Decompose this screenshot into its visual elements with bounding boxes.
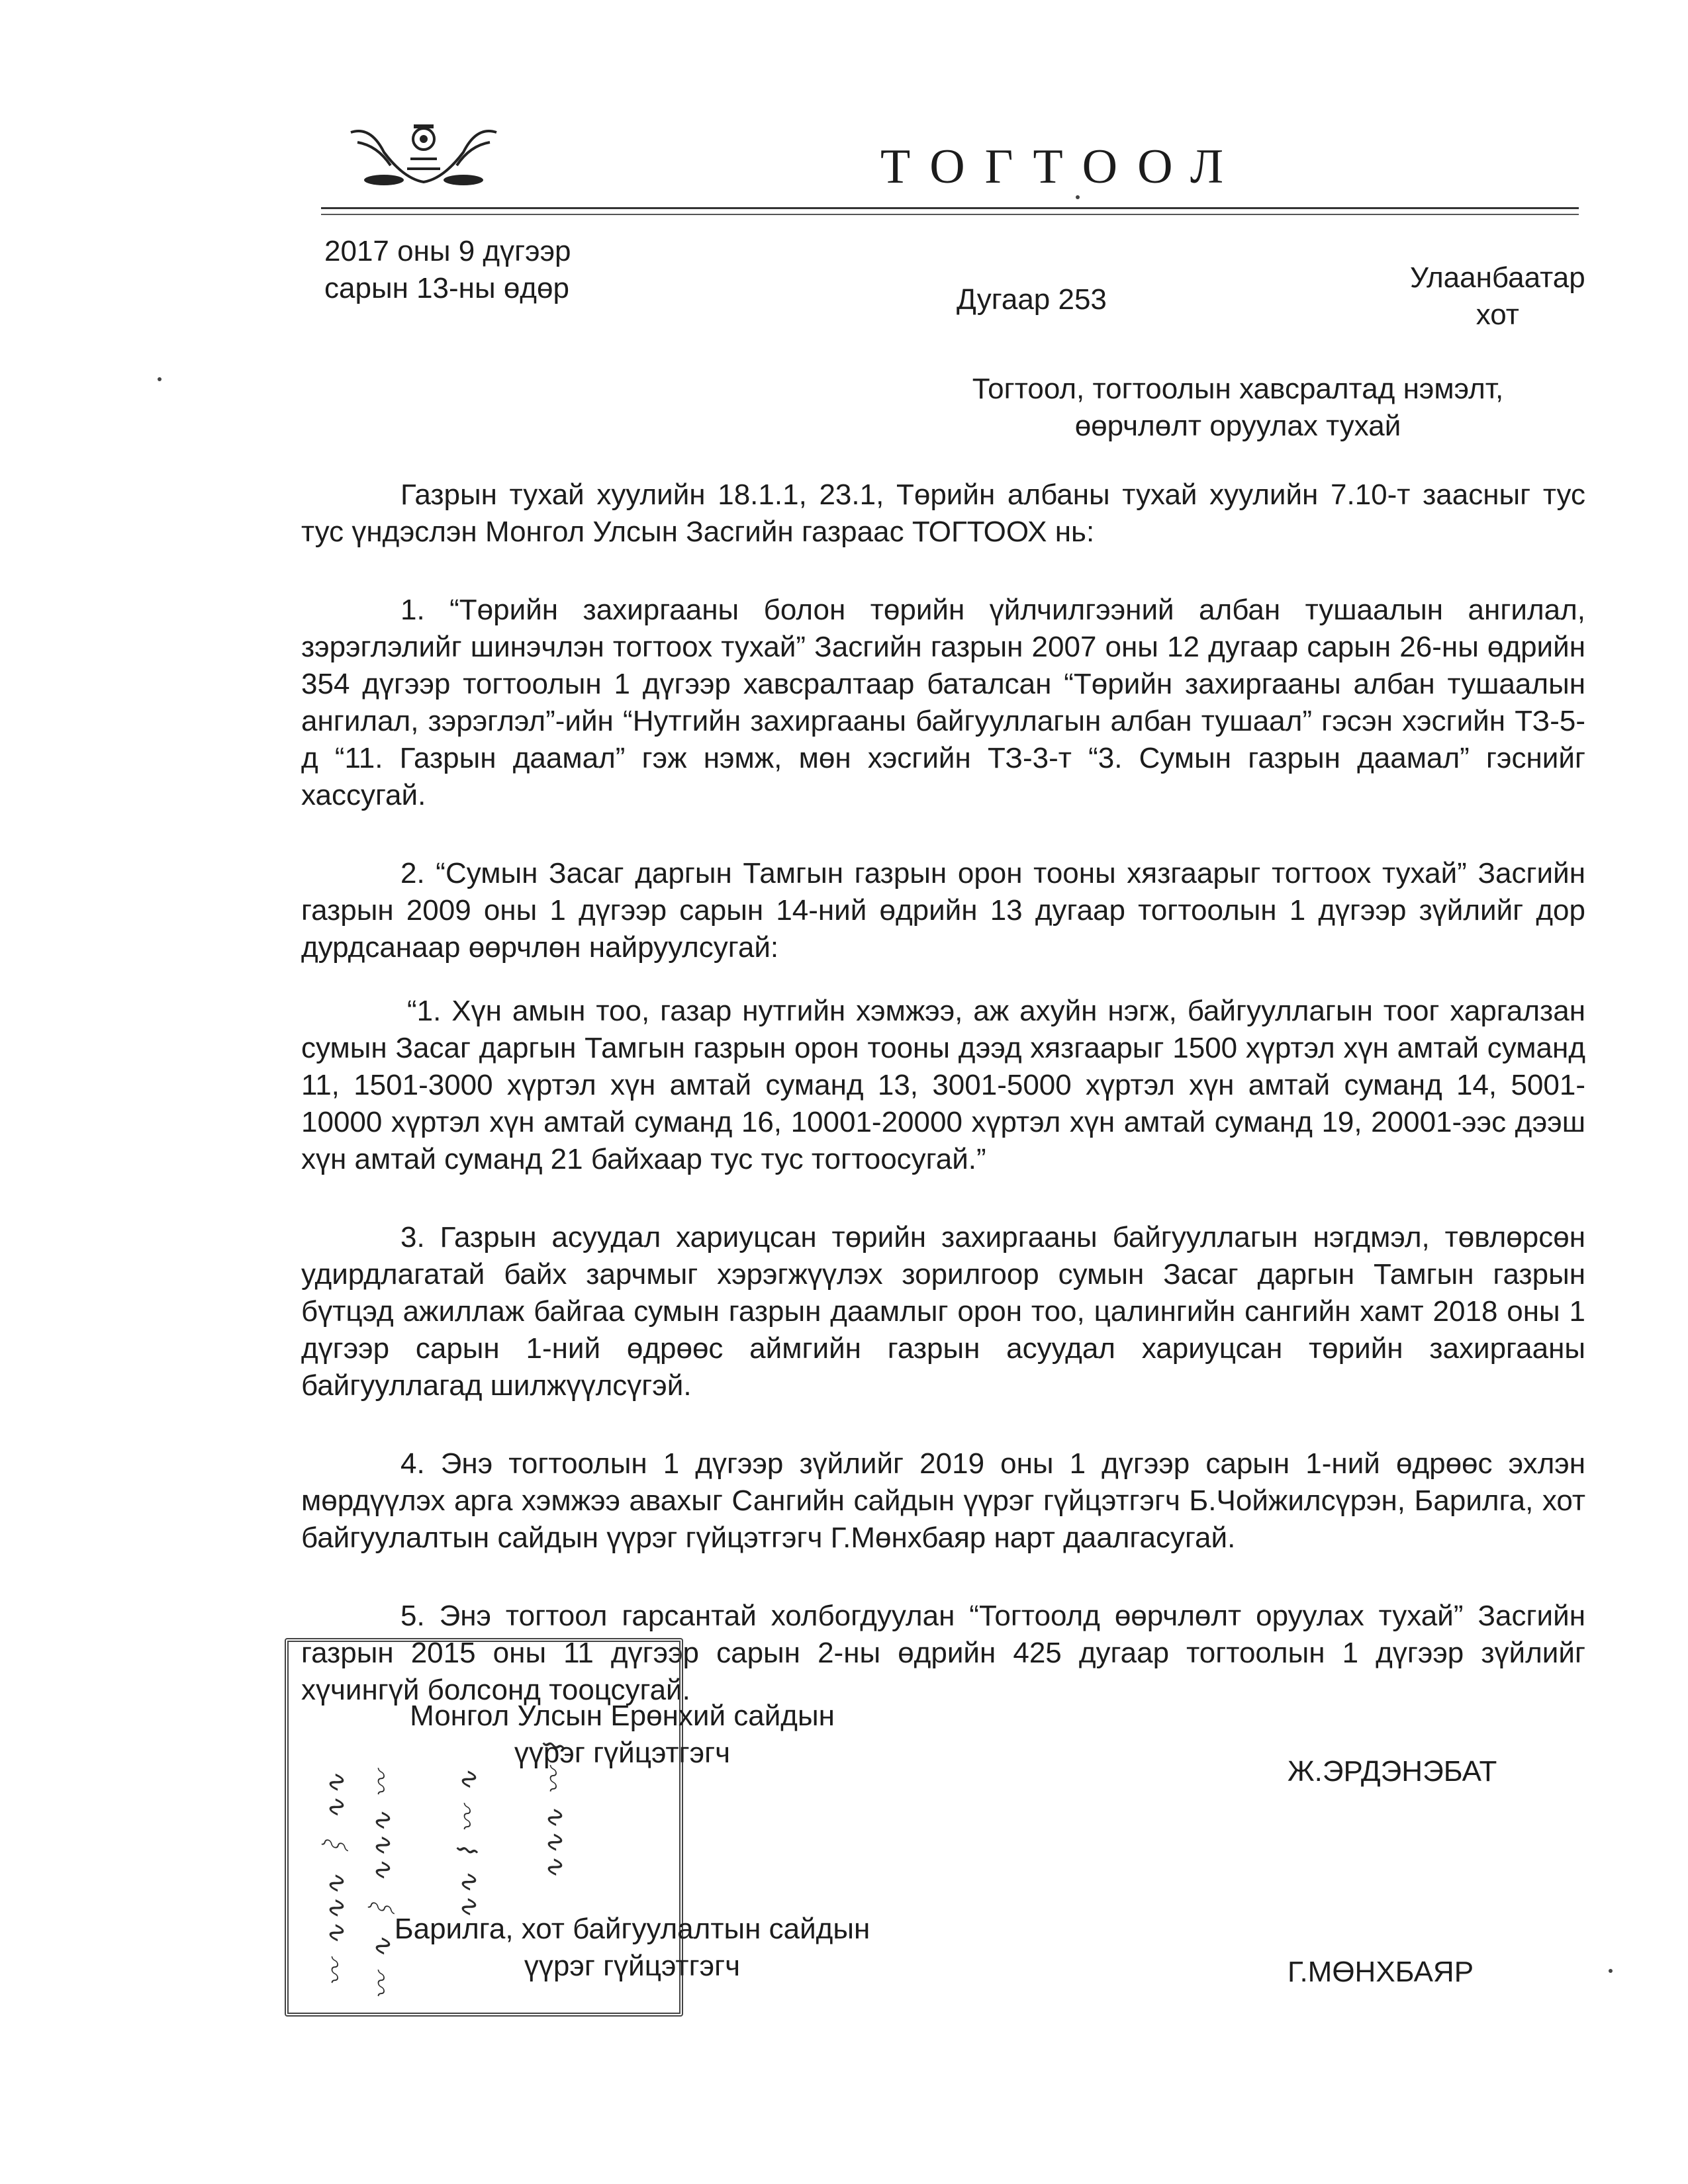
document-number: Дугаар 253 bbox=[957, 283, 1107, 316]
document-subject bbox=[940, 371, 1536, 445]
item-5-paragraph: 5. Энэ тогтоол гарсантай холбогдуулан “Тогтоолд өөрчлөлт оруулах тухай” Засгийн газрын 2015 оны 11 дүгээр сарын 2-ны өдрийн 425 дугаар тогтоолын 1 дүгээр зүйлийг хүчингүй болсонд тооцсугай. bbox=[301, 1600, 1585, 1706]
signatory-1-title-line-1: Монгол Улсын Ерөнхий сайдын bbox=[410, 1700, 835, 1732]
signatory-2-title-line-1: Барилга, хот байгуулалтын сайдын bbox=[394, 1913, 870, 1945]
stamp-handwriting-3: ∿∿ ⌇ 〰 ∿ bbox=[453, 1767, 484, 1920]
header-rule-top bbox=[321, 207, 1579, 209]
document-title: ТОГТООЛ bbox=[880, 140, 1244, 194]
issue-date bbox=[324, 233, 571, 307]
scan-speck bbox=[158, 377, 162, 381]
subject-line-2: өөрчлөлт оруулах тухай bbox=[1074, 410, 1401, 442]
item-2-quoted-text: “1. Хүн амын тоо, газар нутгийн хэмжээ, аж ахуйн нэгж, байгууллагын тоог харгалзан сумын Засаг даргын Тамгын газрын орон тооны дээд хязгаарыг 1500 хүртэл хүн амтай суманд 11, 1501-3000 хүртэл хүн амтай суманд 13, 3001-5000 хүртэл хүн амтай суманд 14, 5001-10000 хүртэл хүн амтай суманд 16, 10001-20000 хүртэл хүн амтай суманд 19, 20001-ээс дээш хүн амтай суманд 21 байхаар тус тус тогтоосугай.” bbox=[301, 995, 1585, 1175]
header-rule-bottom bbox=[321, 214, 1579, 215]
signatory-2-title bbox=[384, 1911, 880, 1985]
place-line-1: Улаанбаатар bbox=[1410, 261, 1585, 294]
place-line-2: хот bbox=[1476, 298, 1519, 331]
stamp-handwriting-4: ∿∿∿ 〰 ⌇ bbox=[539, 1739, 570, 1880]
signatory-2-title-line-2: үүрэг гүйцэтгэгч bbox=[524, 1950, 741, 1982]
item-2-paragraph: 2. “Сумын Засаг даргын Тамгын газрын орон тооны хязгаарыг тогтоох тухай” Засгийн газрын 2009 оны 1 дүгээр сарын 14-ний өдрийн 13 дугаар тогтоолын 1 дүгээр зүйлийг дор дурдсанаар өөрчлөн найруулсугай: bbox=[301, 857, 1585, 964]
resolution-body bbox=[301, 477, 1585, 1750]
item-3-paragraph: 3. Газрын асуудал хариуцсан төрийн захиргааны байгууллагын нэгдмэл, төвлөрсөн удирдлагатай байх зарчмыг хэрэгжүүлэх зорилгоор сумын Засаг даргын Тамгын газрын бүтцэд ажиллаж байгаа сумын газрын даамлыг орон тоо, цалингийн сангийн хамт 2018 оны 1 дүгээр сарын 1-ний өдрөөс аймгийн газрын асуудал хариуцсан төрийн захиргааны байгууллагад шилжүүлсүгэй. bbox=[301, 1221, 1585, 1402]
item-1-paragraph: 1. “Төрийн захиргааны болон төрийн үйлчилгээний албан тушаалын ангилал, зэрэглэлийг шинэчлэн тогтоох тухай” Засгийн газрын 2007 оны 12 дугаар сарын 26-ны өдрийн 354 дүгээр тогтоолын 1 дүгээр хавсралтаар баталсан “Төрийн захиргааны албан тушаалын ангилал, зэрэглэл”-ийн “Нутгийн захиргааны байгууллагын албан тушаал” гэсэн хэсгийн ТЗ-5-д “11. Газрын даамал” гэж нэмж, мөн хэсгийн ТЗ-3-т “3. Сумын газрын даамал” гэснийг хассугай. bbox=[301, 594, 1585, 811]
item-4-paragraph: 4. Энэ тогтоолын 1 дүгээр зүйлийг 2019 оны 1 дүгээр сарын 1-ний өдрөөс эхлэн мөрдүүлэх арга хэмжээ авахыг Сангийн сайдын үүрэг гүйцэтгэгч Б.Чойжилсүрэн, Барилга, хот байгуулалтын сайдын үүрэг гүйцэтгэгч Г.Мөнхбаяр нарт даалгасугай. bbox=[301, 1447, 1585, 1554]
signatory-1-title bbox=[391, 1698, 854, 1772]
date-line-1: 2017 оны 9 дүгээр bbox=[324, 235, 571, 267]
stamp-handwriting-1: 〰 ∿∿∿ ⌇ ∿∿ bbox=[321, 1770, 352, 1986]
date-line-2: сарын 13-ны өдөр bbox=[324, 272, 569, 304]
issue-place bbox=[1410, 259, 1585, 334]
signatory-1-name: Ж.ЭРДЭНЭБАТ bbox=[1288, 1755, 1497, 1788]
scan-speck bbox=[1076, 195, 1080, 199]
signatory-1-title-line-2: үүрэг гүйцэтгэгч bbox=[514, 1737, 731, 1769]
signatory-2-name: Г.МӨНХБАЯР bbox=[1288, 1956, 1474, 1988]
intro-paragraph: Газрын тухай хуулийн 18.1.1, 23.1, Төрийн албаны тухай хуулийн 7.10-т заасныг тус тус үндэслэн Монгол Улсын Засгийн газраас ТОГТООХ нь: bbox=[301, 478, 1585, 548]
stamp-handwriting-2: 〰 ∿ ⌇ ∿∿∿ 〰 bbox=[367, 1768, 398, 1999]
subject-line-1: Тогтоол, тогтоолын хавсралтад нэмэлт, bbox=[972, 373, 1504, 405]
state-emblem-icon bbox=[344, 119, 503, 192]
scan-speck bbox=[1609, 1969, 1613, 1973]
